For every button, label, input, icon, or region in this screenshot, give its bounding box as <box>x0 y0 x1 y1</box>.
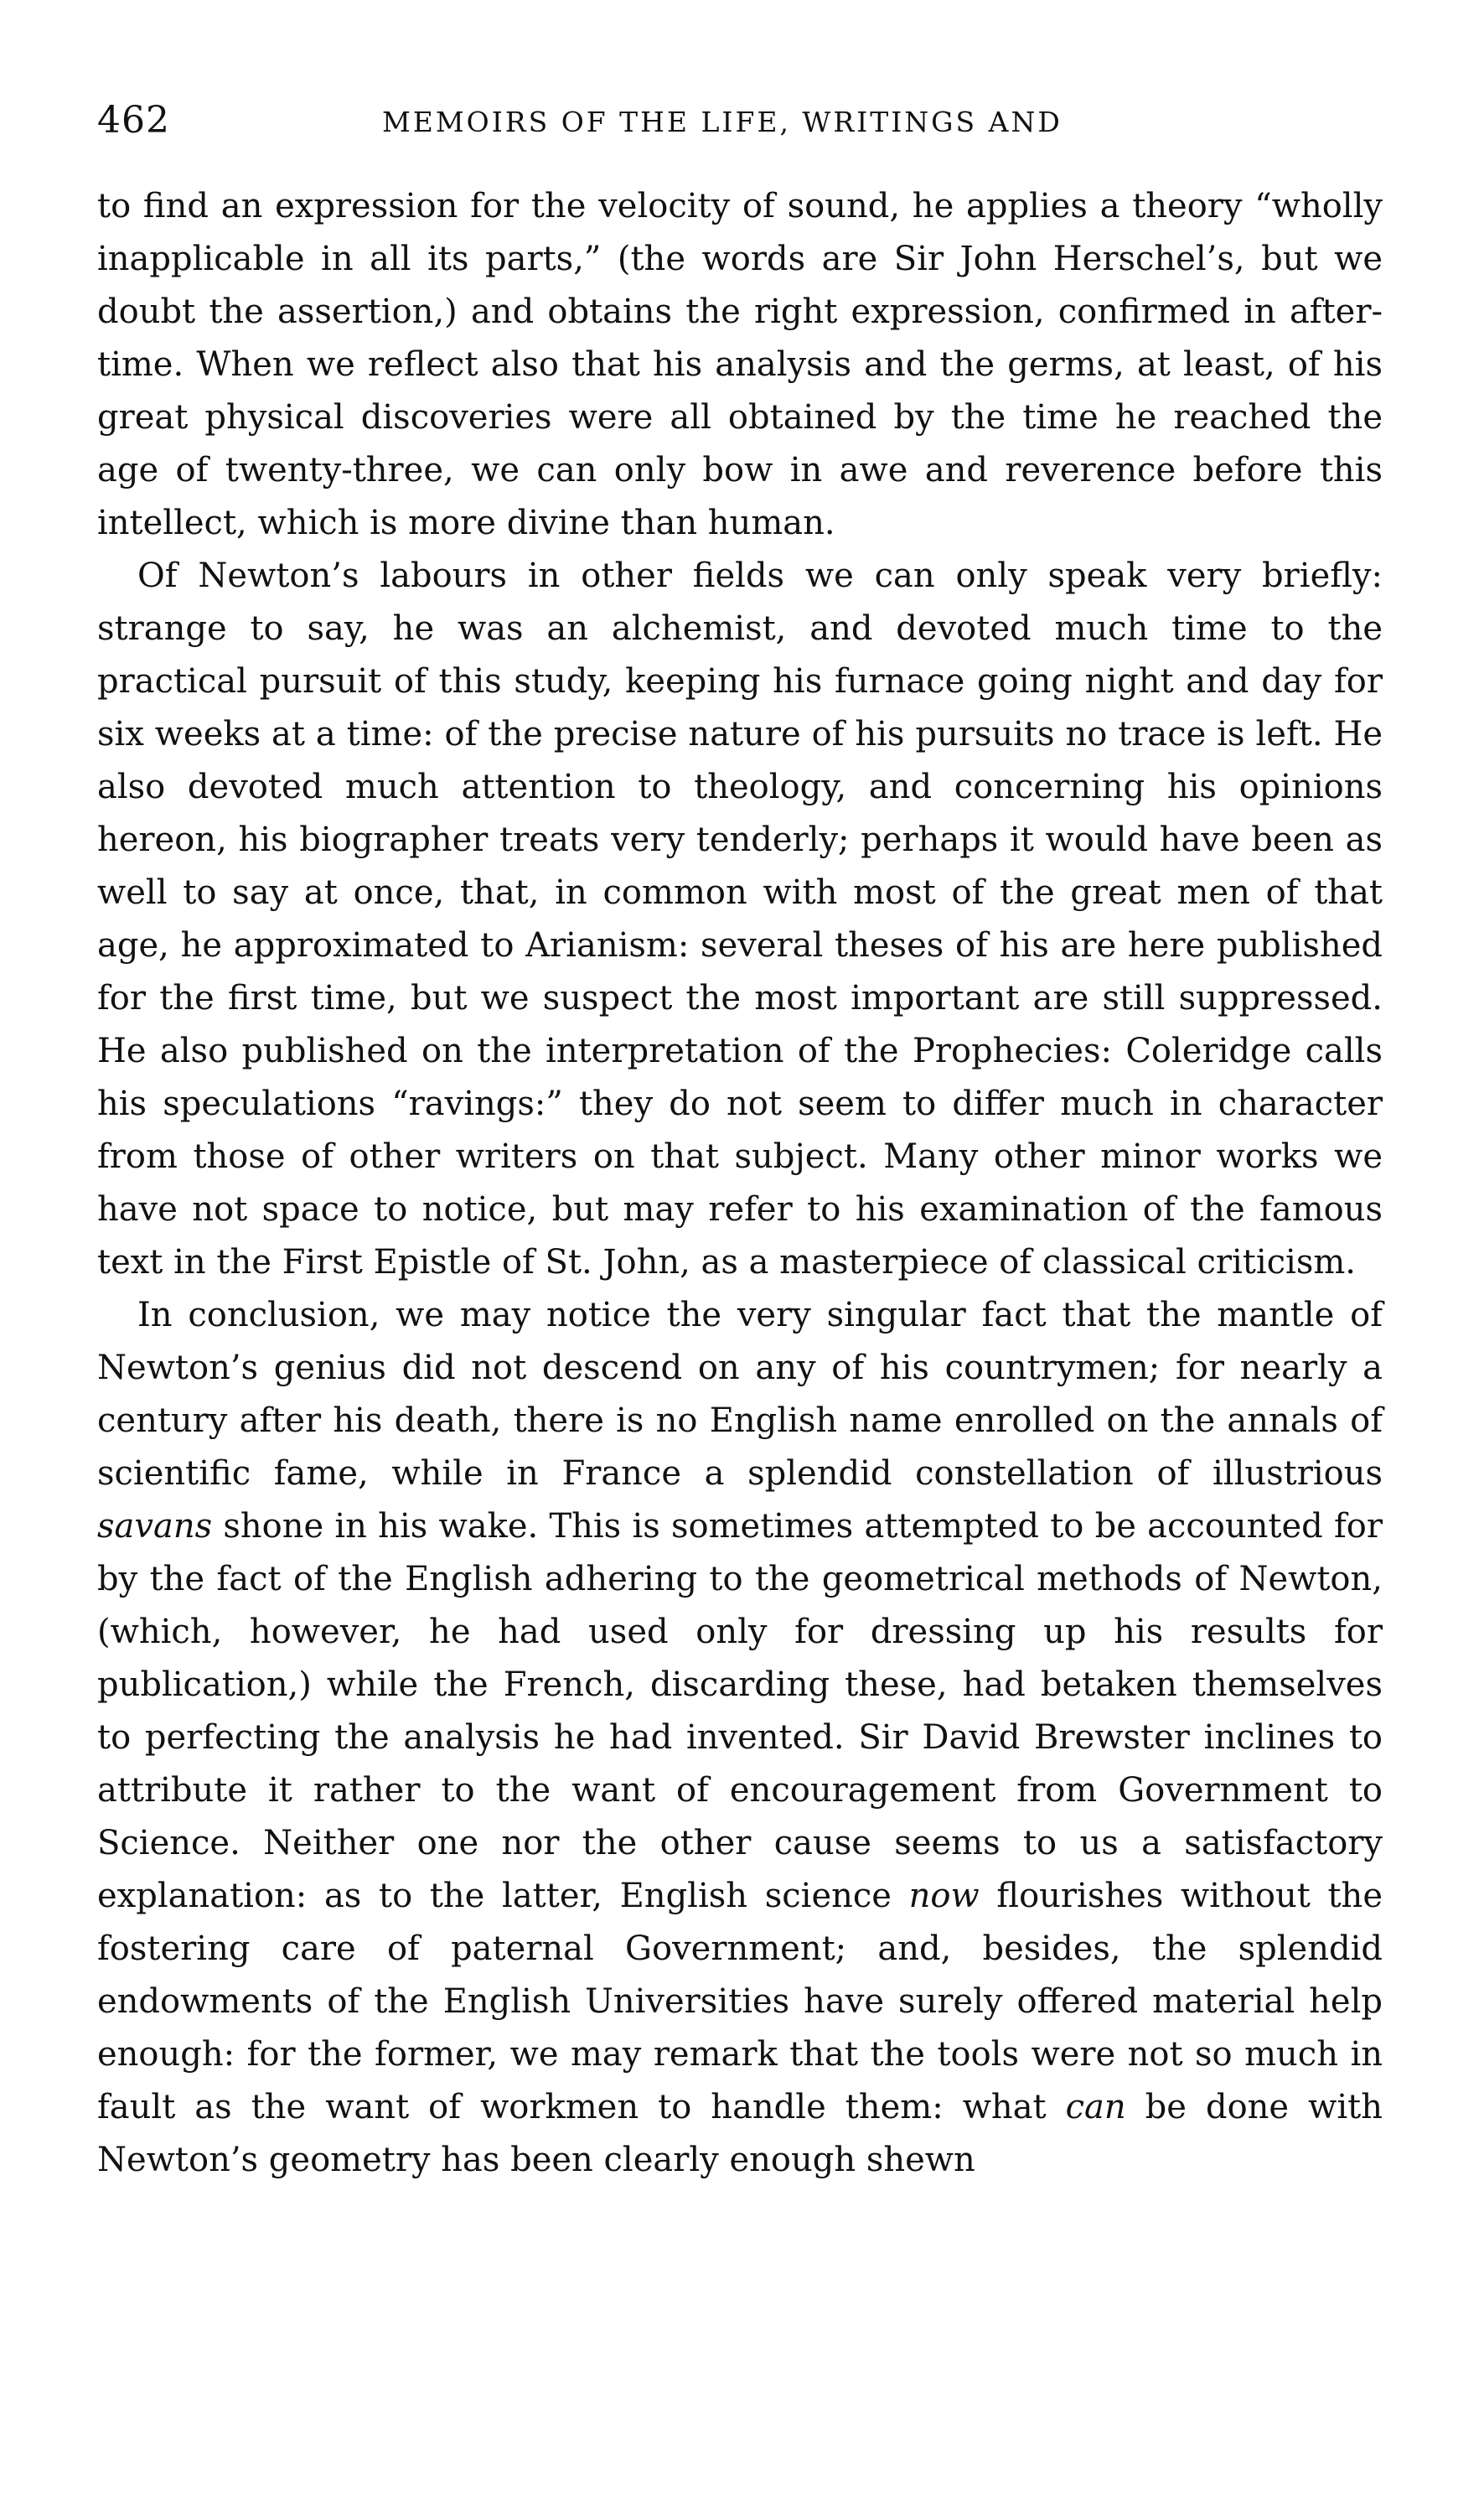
italic-text: can <box>1065 2088 1126 2126</box>
running-head <box>97 99 1399 158</box>
body-text <box>97 180 1383 2187</box>
paragraph <box>97 180 1383 550</box>
paragraph-text: Of Newton’s labours in other fields we can only speak very briefly: strange to say, he was an alchemist, and devoted much time to the practical pursuit of this study, keeping his furnace going night and day for six weeks at a time: of the precise nature of his pursuits no trace is left. He also devoted much attention to theology, and concerning his opinions hereon, his biographer treats very tenderly; perhaps it would have been as well to say at once, that, in common with most of the great men of that age, he approximated to Arianism: several theses of his are here published for the first time, but we suspect the most important are still suppressed. He also published on the interpretation of the Prophecies: Coleridge calls his speculations “ravings:” they do not seem to differ much in character from those of other writers on that subject. Many other minor works we have not space to notice, but may refer to his examination of the famous text in the First Epistle of St. John, as a masterpiece of classical criticism. <box>97 557 1383 1282</box>
paragraph <box>97 550 1383 1289</box>
paragraph-text: to find an expression for the velocity of sound, he applies a theory “wholly inapplicable in all its parts,” (the words are Sir John Herschel’s, but we doubt the assertion,) and obtains the right expression, confirmed in after-time. When we reflect also that his analysis and the germs, at least, of his great physical discoveries were all obtained by the time he reached the age of twenty-three, we can only bow in awe and reverence before this intellect, which is more divine than human. <box>97 187 1383 542</box>
paragraph-text: shone in his wake. This is sometimes attempted to be accounted for by the fact of the English adhering to the geometrical methods of Newton, (which, however, he had used only for dressing up his results for publication,) while the French, discarding these, had betaken themselves to perfecting the analysis he had invented. Sir David Brewster inclines to attribute it rather to the want of encouragement from Government to Science. Neither one nor the other cause seems to us a satisfactory explanation: as to the latter, English science <box>97 1507 1383 1915</box>
running-title: MEMOIRS OF THE LIFE, WRITINGS AND <box>382 106 1063 138</box>
italic-text: savans <box>97 1507 213 1546</box>
italic-text: now <box>908 1877 980 1915</box>
paragraph-text: In conclusion, we may notice the very singular fact that the mantle of Newton’s genius did not descend on any of his countrymen; for nearly a century after his death, there is no English name enrolled on the annals of scientific fame, while in France a splendid constellation of illustrious <box>97 1296 1383 1493</box>
paragraph-text: be done with Newton’s geometry has been clearly enough shewn <box>97 2088 1383 2179</box>
page-number: 462 <box>97 99 170 142</box>
paragraph-text: flourishes without the fostering care of paternal Government; and, besides, the splendid endowments of the English Universities have surely offered material help enough: for the former, we may remark that the tools were not so much in fault as the want of workmen to handle them: what <box>97 1877 1383 2126</box>
paragraph <box>97 1289 1383 2187</box>
